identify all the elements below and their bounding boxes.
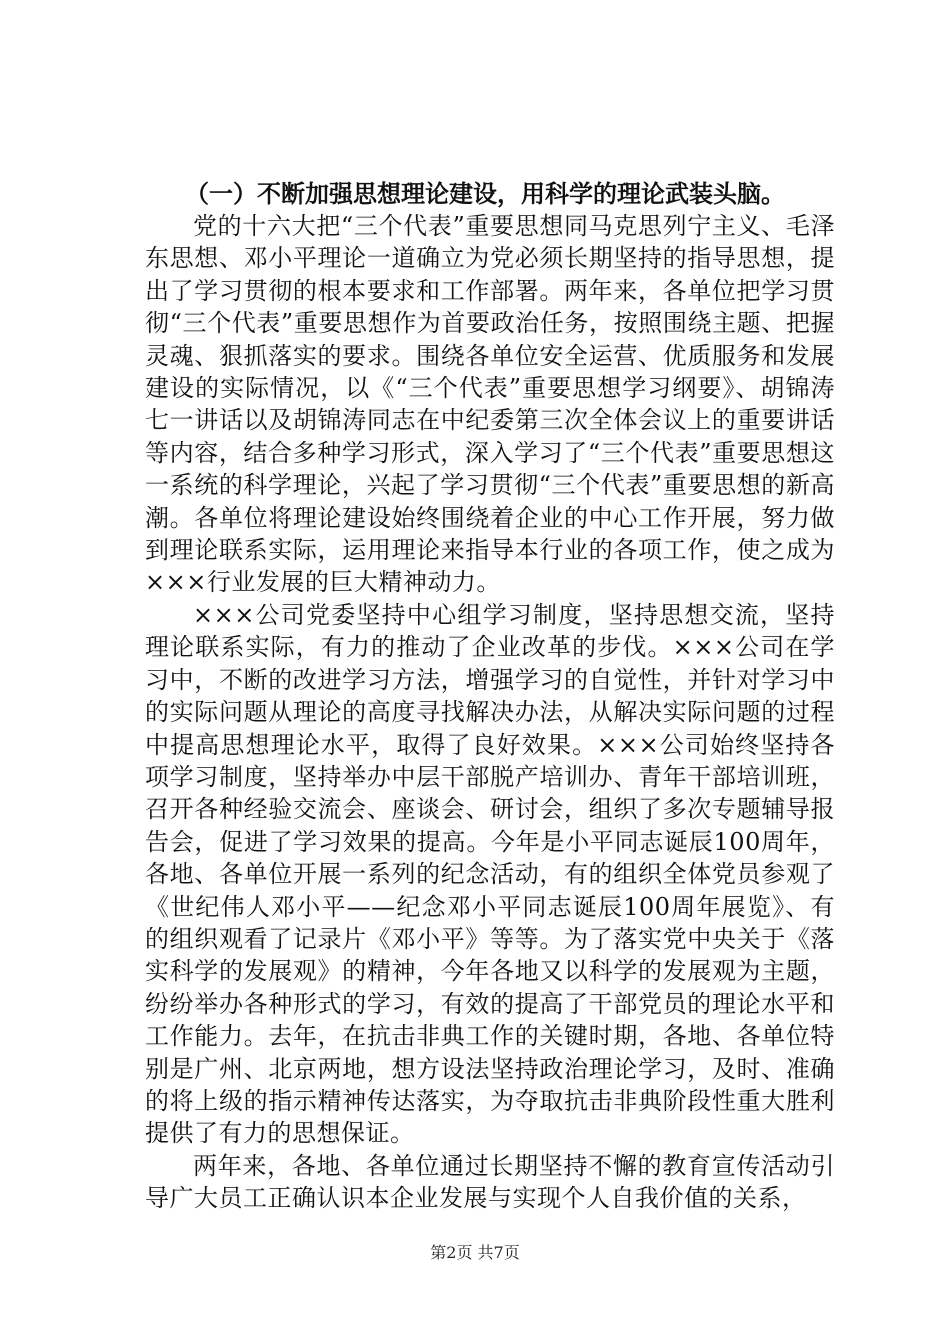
paragraph: 党的十六大把“三个代表”重要思想同马克思列宁主义、毛泽东思想、邓小平理论一道确立为党必须长期坚持的指导思想，提出了学习贯彻的根本要求和工作部署。两年来，各单位把学习贯彻“三个代表”重要思想作为首要政治任务，按照围绕主题、把握灵魂、狠抓落实的要求。围绕各单位安全运营、优质服务和发展建设的实际情况，以《“三个代表”重要思想学习纲要》、胡锦涛七一讲话以及胡锦涛同志在中纪委第三次全体会议上的重要讲话等内容，结合多种学习形式，深入学习了“三个代表”重要思想这一系统的科学理论，兴起了学习贯彻“三个代表”重要思想的新高潮。各单位将理论建设始终围绕着企业的中心工作开展，努力做到理论联系实际，运用理论来指导本行业的各项工作，使之成为×××行业发展的巨大精神动力。: [145, 212, 835, 597]
paragraph: ×××公司党委坚持中心组学习制度，坚持思想交流，坚持理论联系实际，有力的推动了企业改革的步伐。×××公司在学习中，不断的改进学习方法，增强学习的自觉性，并针对学习中的实际问题从理论的高度寻找解决办法，从解决实际问题的过程中提高思想理论水平，取得了良好效果。×××公司始终坚持各项学习制度，坚持举办中层干部脱产培训办、青年干部培训班，召开各种经验交流会、座谈会、研讨会，组织了多次专题辅导报告会，促进了学习效果的提高。今年是小平同志诞辰100周年，各地、各单位开展一系列的纪念活动，有的组织全体党员参观了《世纪伟人邓小平——纪念邓小平同志诞辰100周年展览》、有的组织观看了记录片《邓小平》等等。为了落实党中央关于《落实科学的发展观》的精神，今年各地又以科学的发展观为主题，纷纷举办各种形式的学习，有效的提高了干部党员的理论水平和工作能力。去年，在抗击非典工作的关键时期，各地、各单位特别是广州、北京两地，想方设法坚持政治理论学习，及时、准确的将上级的指示精神传达落实，为夺取抗击非典阶段性重大胜利提供了有力的思想保证。: [145, 600, 835, 1148]
paragraph: 两年来，各地、各单位通过长期坚持不懈的教育宣传活动引导广大员工正确认识本企业发展与实现个人自我价值的关系，: [145, 1151, 835, 1213]
page-number-footer: 第2页 共7页: [430, 1243, 520, 1262]
section-heading: （一）不断加强思想理论建设，用科学的理论武装头脑。: [185, 180, 785, 208]
document-body: [145, 178, 835, 1215]
